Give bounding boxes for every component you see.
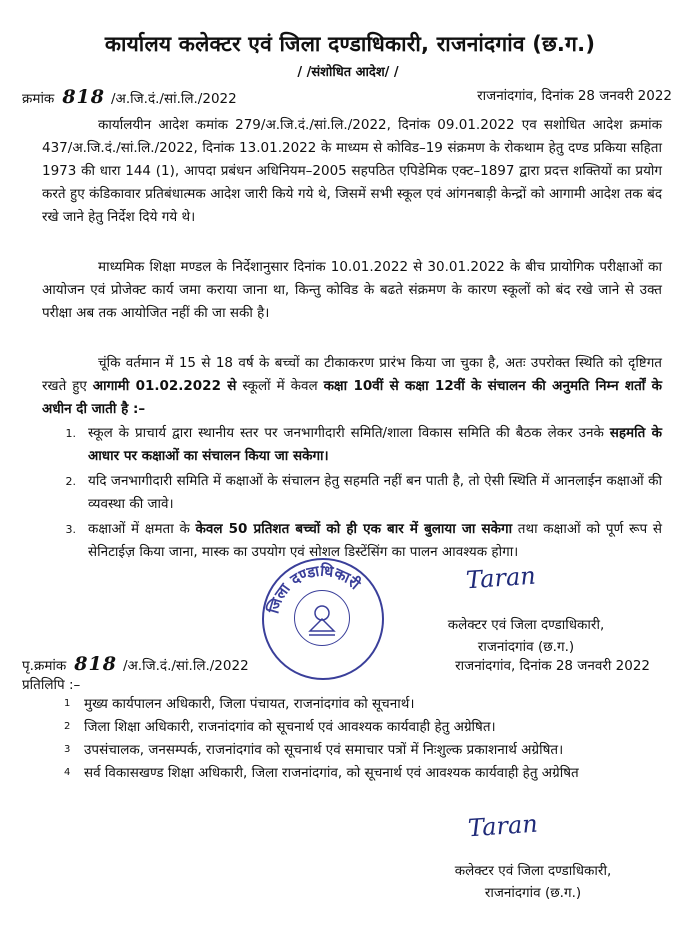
condition-text-a: यदि जनभागीदारी समिति में कक्षाओं के संचालन हेतु सहमति नहीं बन पाती है, तो ऐसी स्थिति में आनलाईन कक्षाओं की व्यवस्था की जावे। — [88, 473, 662, 512]
paragraph-3 — [42, 352, 662, 421]
copy-number: 3 — [64, 744, 71, 755]
endorsement-place-date: राजनांदगांव, दिनांक 28 जनवरी 2022 — [455, 658, 650, 674]
paragraph-3-part-a: चूंकि वर्तमान में 15 से 18 वर्ष के बच्चों का टीकाकरण प्रारंभ किया जा चुका है, अतः उपरोक्त स्थिति को दृष्टिगत रखते हुए — [42, 355, 662, 394]
endorsement-prefix: पृ.क्रमांक — [22, 658, 67, 674]
signatory-block-1 — [408, 614, 644, 658]
copy-recipient — [62, 694, 672, 714]
condition-number: 2. — [65, 475, 76, 488]
signature-1: Taran — [465, 561, 537, 595]
copy-text: जिला शिक्षा अधिकारी, राजनांदगांव को सूचनार्थ एवं आवश्यक कार्यवाही हेतु अग्रेषित। — [84, 719, 496, 735]
reference-handwritten-number: 818 — [62, 86, 105, 108]
seal-emblem-icon — [294, 590, 350, 646]
reference-prefix: क्रमांक — [22, 91, 55, 107]
condition-item — [42, 470, 662, 516]
condition-text-a: स्कूल के प्राचार्य द्वारा स्थानीय स्तर पर जनभागीदारी समिति/शाला विकास समिति की बैठक लेकर उनके — [88, 425, 604, 441]
signatory-place-1: राजनांदगांव (छ.ग.) — [477, 639, 575, 655]
copy-recipient — [62, 740, 672, 760]
endorsement-handwritten-number: 818 — [74, 653, 117, 675]
copy-text: मुख्य कार्यपालन अधिकारी, जिला पंचायत, राजनांदगांव को सूचनार्थ। — [84, 696, 415, 712]
paragraph-3-classes: कक्षा 10वीं से कक्षा 12वीं के संचालन की अनुमति निम्न शर्तों के अधीन दी जाती है :– — [42, 378, 663, 417]
condition-number: 3. — [65, 523, 76, 536]
official-seal-icon — [262, 558, 384, 680]
paragraph-3-part-c: स्कूलों में केवल — [242, 378, 318, 394]
order-subtitle: / /संशोधित आदेश/ / — [297, 65, 399, 80]
copy-text: उपसंचालक, जनसम्पर्क, राजनांदगांव को सूचनार्थ एवं समाचार पत्रों में निःशुल्क प्रकाशनार्थ अग्रेषित। — [84, 742, 564, 758]
condition-text-b: सहमति के आधार पर कक्षाओं का संचालन किया जा सकेगा। — [88, 425, 662, 464]
svg-text:जिला दण्डाधिकारी: जिला दण्डाधिकारी — [264, 561, 364, 616]
copy-number: 4 — [64, 767, 71, 778]
condition-text-a: कक्षाओं में क्षमता के — [88, 521, 190, 537]
signatory-designation-1: कलेक्टर एवं जिला दण्डाधिकारी, — [447, 617, 605, 633]
signature-2: Taran — [467, 809, 539, 843]
condition-text-c: तथा कक्षाओं को पूर्ण रूप से सेनिटाईज़ किया जाना, मास्क का उपयोग एवं सोशल डिस्टेंसिंग का पालन आवश्यक होगा। — [88, 521, 662, 560]
copy-text: सर्व विकासखण्ड शिक्षा अधिकारी, जिला राजनांदगांव, को सूचनार्थ एवं आवश्यक कार्यवाही हेतु अग्रेषित — [84, 765, 579, 781]
paragraph-3-date: आगामी 01.02.2022 से — [92, 378, 237, 394]
endorsement-suffix: /अ.जि.दं./सां.लि./2022 — [122, 658, 249, 674]
paragraph-2: माध्यमिक शिक्षा मण्डल के निर्देशानुसार दिनांक 10.01.2022 से 30.01.2022 के बीच प्रायोगिक परीक्षाओं का आयोजन एवं प्रोजेक्ट कार्य जमा कराया जाना था, किन्तु कोविड के बढते संक्रमण के कारण स्कूलों को बंद रखे जाने से उक्त परीक्षा अब तक आयोजित नहीं की जा सकी है। — [42, 259, 662, 321]
copy-number: 2 — [64, 721, 71, 732]
condition-text-b: केवल 50 प्रतिशत बच्चों को ही एक बार में बुलाया जा सकेगा — [195, 521, 513, 537]
copy-recipient — [62, 763, 672, 783]
condition-item — [42, 422, 662, 468]
copy-recipient — [62, 717, 672, 737]
reference-suffix: /अ.जि.दं./सां.लि./2022 — [110, 91, 237, 107]
office-title: कार्यालय कलेक्टर एवं जिला दण्डाधिकारी, राजनांदगांव (छ.ग.) — [104, 32, 596, 56]
paragraph-1: कार्यालयीन आदेश कमांक 279/अ.जि.दं./सां.लि./2022, दिनांक 09.01.2022 एव सशोधित आदेश क्रमांक 437/अ.जि.दं./सां.लि./2022, दिनांक 13.01.2022 के माध्यम से कोविड–19 संक्रमण के रोकथाम हेतु दण्ड प्रकिया सहिता 1973 की धारा 144 (1), आपदा प्रबंधन अधिनियम–2005 सहपठित एपिडेमिक एक्ट–1897 द्वारा प्रदत्त शक्तियों का प्रयोग करते हुए कंडिकावार प्रतिबंधात्मक आदेश जारी किये गये थे, जिसमें सभी स्कूल एवं आंगनबाड़ी केन्द्रों को आगामी आदेश तक बंद रखे जाने हेतु निर्देश दिये गये थे। — [42, 117, 662, 225]
copy-number: 1 — [64, 698, 71, 709]
endorsement-number — [22, 653, 249, 675]
signatory-place-2: राजनांदगांव (छ.ग.) — [484, 885, 582, 901]
reference-number — [22, 86, 237, 108]
conditions-list — [42, 422, 662, 566]
signatory-designation-2: कलेक्टर एवं जिला दण्डाधिकारी, — [454, 863, 612, 879]
reference-place-date: राजनांदगांव, दिनांक 28 जनवरी 2022 — [477, 88, 672, 104]
condition-number: 1. — [65, 427, 76, 440]
signatory-block-2 — [418, 860, 648, 904]
copy-to-label: प्रतिलिपि :– — [22, 677, 81, 693]
reference-line — [22, 86, 672, 106]
copy-recipients-list — [62, 694, 672, 786]
